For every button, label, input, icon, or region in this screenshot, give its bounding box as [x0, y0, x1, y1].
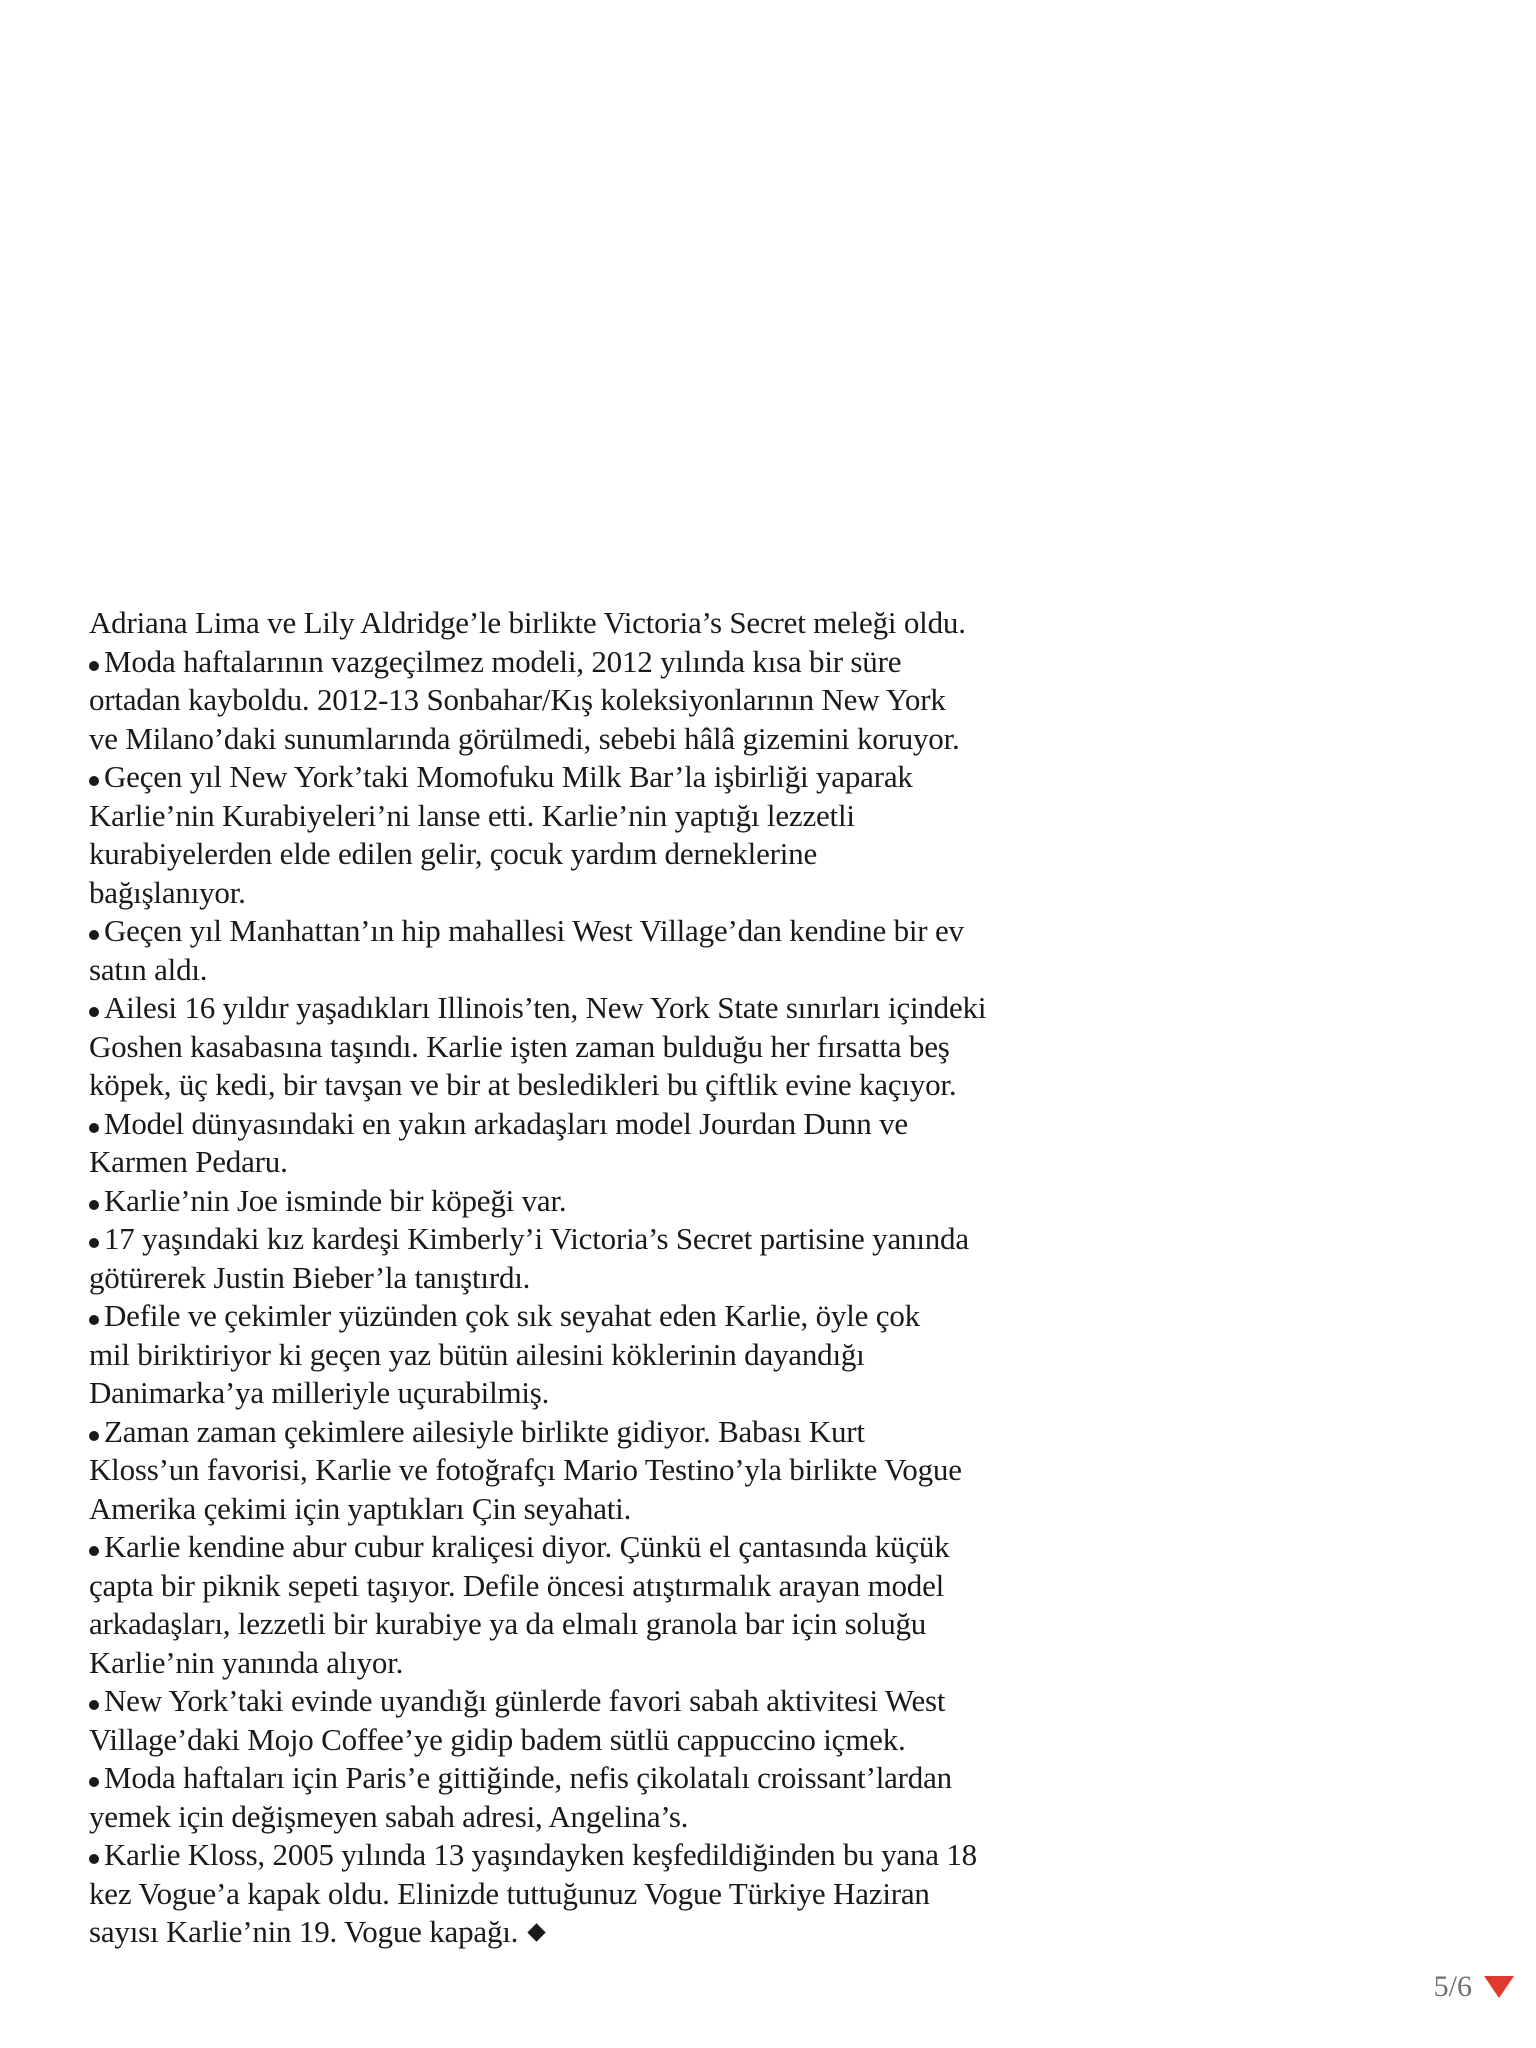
- list-item-text: Karlie Kloss, 2005 yılında 13 yaşındayken keşfedildiğinden bu yana 18 kez Vogue’a kapak oldu. Elinizde tuttuğunuz Vogue Türkiye Haziran sayısı Karlie’nin 19. Vogue kapağı.: [89, 1837, 977, 1949]
- list-item: [89, 989, 1089, 1105]
- list-item: [89, 1836, 1089, 1952]
- list-item: [89, 1297, 1089, 1413]
- list-item-text: Karlie kendine abur cubur kraliçesi diyor. Çünkü el çantasında küçük çapta bir piknik sepeti taşıyor. Defile öncesi atıştırmalık arayan model arkadaşları, lezzetli bir kurabiye ya da elmalı granola bar için soluğu Karlie’nin yanında alıyor.: [89, 1529, 950, 1680]
- list-item-text: Defile ve çekimler yüzünden çok sık seyahat eden Karlie, öyle çok mil biriktiriyor ki geçen yaz bütün ailesini köklerinin dayandığı Danimarka’ya milleriyle uçurabilmiş.: [89, 1298, 920, 1410]
- list-item: [89, 912, 1089, 989]
- page-number: 5/6: [1433, 1970, 1472, 2003]
- bullet-icon: [89, 776, 99, 786]
- list-item: [89, 1220, 1089, 1297]
- article-body: [89, 604, 1089, 1952]
- article-intro: Adriana Lima ve Lily Aldridge’le birlikte Victoria’s Secret meleği oldu.: [89, 605, 966, 640]
- list-item-text: New York’taki evinde uyandığı günlerde favori sabah aktivitesi West Village’daki Mojo Coffee’ye gidip badem sütlü cappuccino içmek.: [89, 1683, 946, 1757]
- list-item: [89, 643, 1089, 759]
- list-item: [89, 1105, 1089, 1182]
- triangle-down-icon[interactable]: [1484, 1976, 1514, 1998]
- list-item: [89, 1528, 1089, 1682]
- bullet-icon: [89, 1431, 99, 1441]
- bullet-icon: [89, 930, 99, 940]
- list-item: [89, 1182, 1089, 1221]
- bullet-icon: [89, 1700, 99, 1710]
- bullet-icon: [89, 1777, 99, 1787]
- bullet-icon: [89, 1238, 99, 1248]
- bullet-icon: [89, 661, 99, 671]
- list-item-text: Model dünyasındaki en yakın arkadaşları model Jourdan Dunn ve Karmen Pedaru.: [89, 1105, 908, 1179]
- list-item-text: Moda haftalarının vazgeçilmez modeli, 2012 yılında kısa bir süre ortadan kayboldu. 2012-13 Sonbahar/Kış koleksiyonlarının New York ve Milano’daki sunumlarında görülmedi, sebebi hâlâ gizemini koruyor.: [89, 643, 960, 756]
- list-item-text: Karlie’nin Joe isminde bir köpeği var.: [104, 1182, 567, 1218]
- bullet-icon: [89, 1315, 99, 1325]
- list-item: [89, 1759, 1089, 1836]
- list-item-text: 17 yaşındaki kız kardeşi Kimberly’i Victoria’s Secret partisine yanında götürerek Justin Bieber’la tanıştırdı.: [89, 1221, 969, 1295]
- list-item: [89, 1682, 1089, 1759]
- bullet-icon: [89, 1200, 99, 1210]
- list-item: [89, 758, 1089, 912]
- list-item-text: Geçen yıl Manhattan’ın hip mahallesi West Village’dan kendine bir ev satın aldı.: [89, 913, 964, 987]
- page-indicator[interactable]: [1434, 1970, 1514, 2004]
- list-item-text: Geçen yıl New York’taki Momofuku Milk Bar’la işbirliği yaparak Karlie’nin Kurabiyeleri’ni lanse etti. Karlie’nin yaptığı lezzetli kurabiyelerden elde edilen gelir, çocuk yardım derneklerine bağışlanıyor.: [89, 759, 913, 910]
- bullet-icon: [89, 1854, 99, 1864]
- bullet-icon: [89, 1546, 99, 1556]
- bullet-icon: [89, 1123, 99, 1133]
- list-item: [89, 1413, 1089, 1529]
- list-item-text: Moda haftaları için Paris’e gittiğinde, nefis çikolatalı croissant’lardan yemek için değişmeyen sabah adresi, Angelina’s.: [89, 1760, 952, 1834]
- list-item-text: Ailesi 16 yıldır yaşadıkları Illinois’ten, New York State sınırları içindeki Goshen kasabasına taşındı. Karlie işten zaman bulduğu her fırsatta beş köpek, üç kedi, bir tavşan ve bir at besledikleri bu çiftlik evine kaçıyor.: [89, 990, 987, 1102]
- end-diamond-icon: [528, 1923, 546, 1941]
- bullet-icon: [89, 1007, 99, 1017]
- list-item-text: Zaman zaman çekimlere ailesiyle birlikte gidiyor. Babası Kurt Kloss’un favorisi, Karlie ve fotoğrafçı Mario Testino’yla birlikte Vogue Amerika çekimi için yaptıkları Çin seyahati.: [89, 1413, 962, 1526]
